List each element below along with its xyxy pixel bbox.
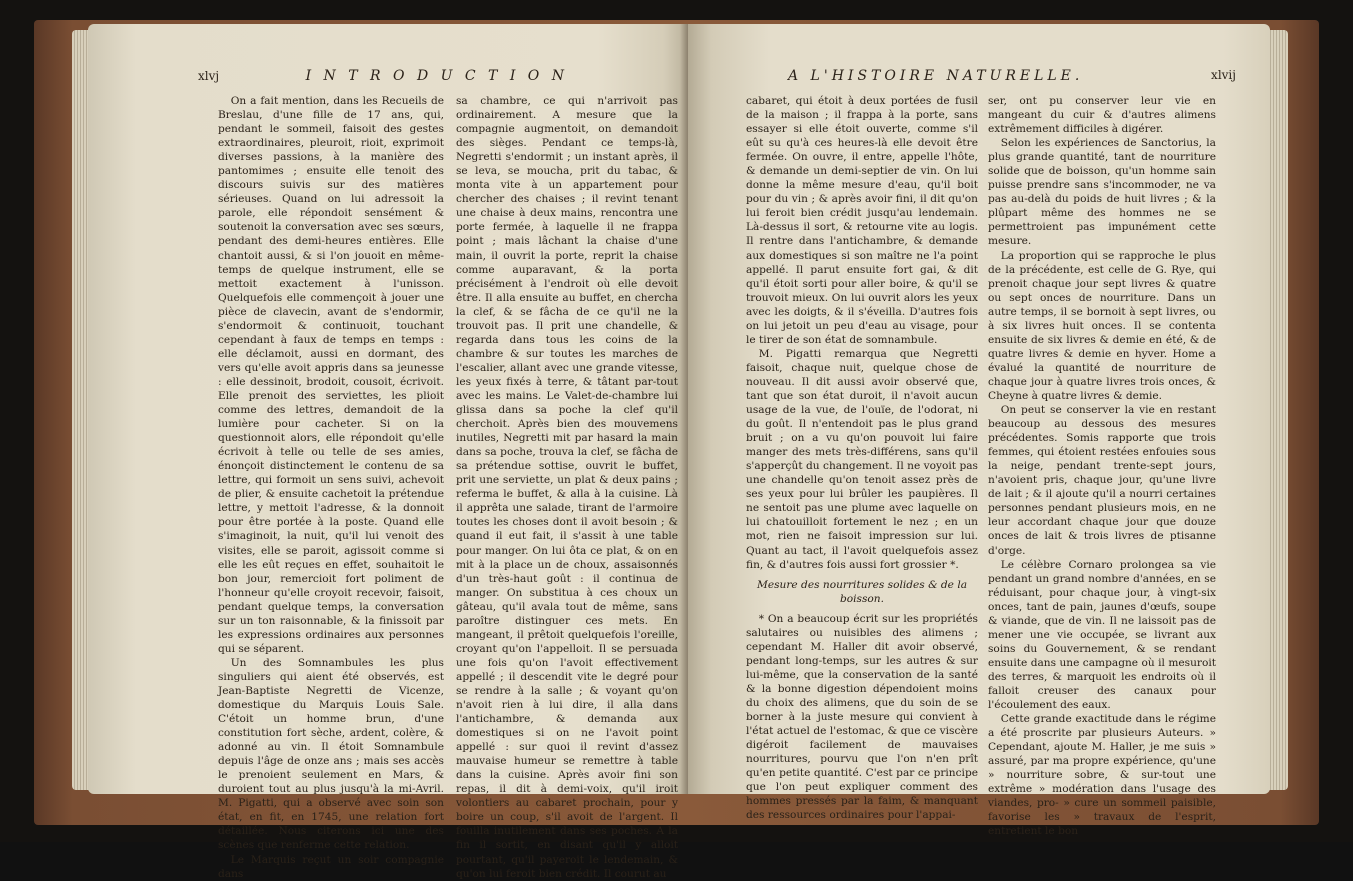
right-column-1 [746, 94, 978, 822]
right-running-head: A L'HISTOIRE NATURELLE. [788, 68, 1084, 84]
section-subheading: Mesure des nourritures solides & de la boisson. [756, 578, 968, 605]
paragraph: cabaret, qui étoit à deux portées de fusil de la maison ; il frappa à la porte, sans essayer si elle étoit ouverte, comme s'il eût su qu'à ces heures-là elle devoit être fermée. On ouvre, il entre, appelle l'hôte, & demande un demi-septier de vin. On lui donne la même mesure d'eau, qu'il boit pour du vin ; & après avoir fini, il dit qu'on lui feroit bien crédit jusqu'au lendemain. Là-dessus il sort, & retourne vite au logis. Il rentre dans l'antichambre, & demande aux domestiques si son maître ne l'a point appellé. Il parut ensuite fort gai, & dit qu'il étoit sorti pour aller boire, & qu'il se trouvoit mieux. On lui ouvrit alors les yeux avec les doigts, & il s'éveilla. D'autres fois on lui jetoit un peu d'eau au visage, pour le tirer de son état de somnambule. [746, 95, 978, 346]
page-edges-right [1268, 30, 1288, 790]
paragraph: M. Pigatti remarqua que Negretti faisoit, chaque nuit, quelque chose de nouveau. Il dit aussi avoir observé que, tant que son état duroit, il n'avoit aucun usage de la vue, de l'ouïe, de l'odorat, ni du goût. Il n'entendoit pas le plus grand bruit ; on a vu qu'on pouvoit lui faire manger des mets très-différens, sans qu'il s'apperçût du changement. Il ne voyoit pas une chandelle qu'on tenoit assez près de ses yeux pour lui brûler les paupières. Il ne sentoit pas une plume avec laquelle on lui chatouilloit fortement le nez ; en un mot, rien ne faisoit impression sur lui. Quant au tact, il l'avoit quelquefois assez fin, & d'autres fois aussi fort grossier *. [746, 347, 978, 571]
paragraph: Le Marquis reçut un soir compagnie dans [218, 853, 444, 880]
paragraph: La proportion qui se rapproche le plus de la précédente, est celle de G. Rye, qui prenoit chaque jour sept livres & quatre ou sept onces de nourriture. Dans un autre temps, il se bornoit à sept livres, ou à six livres huit onces. Il se contenta ensuite de six livres & demie en été, & de quatre livres & demie en hyver. Home a évalué la quantité de nourriture de chaque jour à quatre livres trois onces, & Cheyne à quatre livres & demie. [988, 249, 1216, 402]
paragraph: On a fait mention, dans les Recueils de Breslau, d'une fille de 17 ans, qui, pendant le sommeil, faisoit des gestes extraordinaires, pleuroit, rioit, exprimoit diverses passions, à la manière des pantomimes ; ensuite elle tenoit des discours suivis sur des matières sérieuses. Quand on lui adressoit la parole, elle répondoit sensément & soutenoit la conversation avec ses sœurs, pendant des demi-heures entières. Elle chantoit aussi, & si l'on jouoit en même-temps de quelque instrument, elle se mettoit exactement à l'unisson. Quelquefois elle commençoit à jouer une pièce de clavecin, avant de s'endormir, s'endormoit & continuoit, touchant cependant à faux de temps en temps : elle déclamoit, aussi en dormant, des vers qu'elle avoit appris dans sa jeunesse : elle dessinoit, brodoit, cousoit, écrivoit. Elle prenoit des serviettes, les plioit comme des lettres, demandoit de la lumière pour cacheter. Si on la questionnoit alors, elle répondoit qu'elle écrivoit à telle ou telle de ses amies, énonçoit distinctement le contenu de sa lettre, qui formoit un sens suivi, achevoit de plier, & ensuite cachetoit la prétendue lettre, y mettoit l'adresse, & la donnoit pour être portée à la poste. Quand elle s'imaginoit, la nuit, qu'il lui venoit des visites, elle se paroit, agissoit comme si elle les eût reçues en effet, souhaitoit le bon jour, remercioit fort poliment de l'honneur qu'elle croyoit recevoir, faisoit, pendant quelque temps, la conversation sur un ton raisonnable, & la finissoit par les expressions ordinaires aux personnes qui se séparent. [218, 95, 444, 655]
left-running-head: I N T R O D U C T I O N [305, 68, 568, 84]
right-header [788, 68, 1248, 88]
paragraph: sa chambre, ce qui n'arrivoit pas ordinairement. A mesure que la compagnie augmentoit, on demandoit des sièges. Pendant ce temps-là, Negretti s'endormit ; un instant après, il se leva, se moucha, prit du tabac, & monta vite à un appartement pour chercher des chaises ; il revint tenant une chaise à deux mains, rencontra une porte fermée, à laquelle il ne frappa point ; mais lâchant la chaise d'une main, il ouvrit la porte, reprit la chaise comme auparavant, & la porta précisément à l'endroit où elle devoit être. Il alla ensuite au buffet, en chercha la clef, & se fâcha de ce qu'il ne la trouvoit pas. Il prit une chandelle, & regarda dans tous les coins de la chambre & sur toutes les marches de l'escalier, allant avec une grande vitesse, les yeux fixés à terre, & tâtant par-tout avec les mains. Le Valet-de-chambre lui glissa dans sa poche la clef qu'il cherchoit. Après bien des mouvemens inutiles, Negretti mit par hasard la main dans sa poche, trouva la clef, se fâcha de sa prétendue sottise, ouvrit le buffet, prit une serviette, un plat & deux pains ; referma le buffet, & alla à la cuisine. Là il apprêta une salade, tirant de l'armoire toutes les choses dont il avoit besoin ; & quand il eut fait, il s'assit à une table pour manger. On lui ôta ce plat, & on en mit à la place un de choux, assaisonnés d'un très-haut goût : il continua de manger. On substitua à ces choux un gâteau, qu'il avala tout de même, sans paroître distinguer ces mets. En mangeant, il prêtoit quelquefois l'oreille, croyant qu'on l'appelloit. Il se persuada une fois qu'on l'avoit effectivement appellé ; il descendit vite le degré pour se rendre à la salle ; & voyant qu'on n'avoit rien à lui dire, il alla dans l'antichambre, & demanda aux domestiques si on ne l'avoit point appellé : sur quoi il revint d'assez mauvaise humeur se remettre à table dans la cuisine. Après avoir fini son repas, il dit à demi-voix, qu'il iroit volontiers au cabaret prochain, pour y boire un coup, s'il avoit de l'argent. Il fouilla inutilement dans ses poches. A la fin il sortit, en disant qu'il y alloit pourtant, qu'il payeroit le lendemain, & qu'on lui feroit bien crédit. Il courut au [456, 95, 678, 880]
right-column-2 [988, 94, 1216, 838]
left-header [198, 68, 678, 88]
right-page [688, 24, 1270, 838]
left-column-2 [456, 94, 678, 880]
paragraph: Le célèbre Cornaro prolongea sa vie pendant un grand nombre d'années, en se réduisant, pour chaque jour, à vingt-six onces, tant de pain, jaunes d'œufs, soupe & viande, que de vin. Il ne laissoit pas de mener une vie occupée, se livrant aux soins du Gouvernement, & se rendant ensuite dans une campagne où il mesuroit des terres, & marquoit les endroits où il falloit creuser des canaux pour l'écoulement des eaux. [988, 558, 1216, 712]
paragraph: Un des Somnambules les plus singuliers qui aient été observés, est Jean-Baptiste Negretti de Vicenze, domestique du Marquis Louis Sale. C'étoit un homme brun, d'une constitution fort sèche, ardent, colère, & adonné au vin. Il étoit Somnambule depuis l'âge de onze ans ; mais ses accès le prenoient seulement en Mars, & duroient tout au plus jusqu'à la mi-Avril. M. Pigatti, qui a observé avec soin son état, en fit, en 1745, une relation fort détaillée. Nous citerons ici une des scènes que renferme cette relation. [218, 656, 444, 852]
left-column-1 [218, 94, 444, 880]
paragraph: Selon les expériences de Sanctorius, la plus grande quantité, tant de nourriture solide que de boisson, qu'un homme sain puisse prendre sans s'incommoder, ne va pas au-delà du poids de huit livres ; & la plûpart même des hommes ne se permettroient pas impunément cette mesure. [988, 137, 1216, 248]
footnote: * On a beaucoup écrit sur les propriétés salutaires ou nuisibles des alimens ; cependant M. Haller dit avoir observé, pendant long-temps, sur les autres & sur lui-même, que la conservation de la santé & la bonne digestion dépendoient moins du choix des alimens, que du soin de se borner à la juste mesure qui convient à l'état actuel de l'estomac, & que ce viscère digéroit facilement de mauvaises nourritures, pourvu que l'on n'en prît qu'en petite quantité. C'est par ce principe que l'on peut expliquer comment des hommes pressés par la faim, & manquant des ressources ordinaires pour l'appai- [746, 612, 978, 822]
left-page [88, 24, 688, 880]
paragraph: Cette grande exactitude dans le régime a été proscrite par plusieurs Auteurs. » Cependant, ajoute M. Haller, je me suis » assuré, par ma propre expérience, qu'une » nourriture sobre, & sur-tout une extrême » modération dans l'usage des viandes, pro- » cure un sommeil paisible, favorise les » travaux de l'esprit, entretient le bon [988, 713, 1216, 838]
paragraph: ser, ont pu conserver leur vie en mangeant du cuir & d'autres alimens extrêmement difficiles à digérer. [988, 95, 1216, 136]
paragraph: On peut se conserver la vie en restant beaucoup au dessous des mesures précédentes. Somis rapporte que trois femmes, qui étoient restées enfouies sous la neige, pendant trente-sept jours, n'avoient pris, chaque jour, qu'une livre de lait ; & il ajoute qu'il a nourri certaines personnes pendant plusieurs mois, en ne leur accordant chaque jour que douze onces de lait & trois livres de ptisanne d'orge. [988, 404, 1216, 557]
right-folio: xlvij [1211, 68, 1236, 82]
left-folio: xlvj [198, 69, 220, 83]
